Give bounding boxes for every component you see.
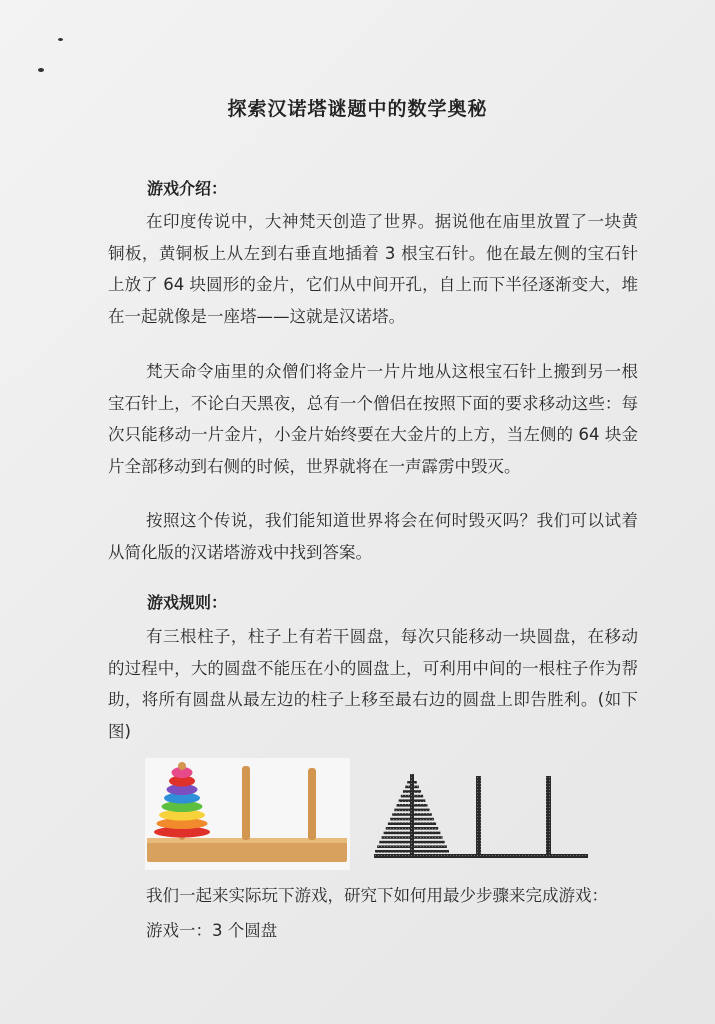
diagram-disk xyxy=(397,804,428,807)
play-line: 我们一起来实际玩下游戏，研究下如何用最少步骤来完成游戏： xyxy=(146,886,608,905)
diagram-disk xyxy=(377,845,447,848)
diagram-disk xyxy=(403,790,421,793)
diagram-disk xyxy=(379,841,444,844)
intro-paragraph-2: 梵天命令庙里的众僧们将金片一片片地从这根宝石针上搬到另一根宝石针上，不论白天黑夜，总有一个僧侣在按照下面的要求移动这些：每次只能移动一片金片，小金片始终要在大金片的上方，当左侧的 64 块金片全部移动到右侧的时候，世界就将在一声霹雳中毁灭。 xyxy=(108,362,638,476)
diagram-disk xyxy=(390,818,434,821)
intro-heading: 游戏介绍： xyxy=(147,179,228,198)
paper-speck xyxy=(38,68,44,72)
diagram-disk xyxy=(405,786,419,789)
diagram-disk xyxy=(401,795,423,798)
diagram-disk xyxy=(384,832,441,835)
diagram-peg xyxy=(476,776,481,856)
game-one-label: 游戏一：3 个圆盘 xyxy=(146,921,278,940)
diagram-disk xyxy=(375,850,449,853)
intro-paragraph-3: 按照这个传说，我们能知道世界将会在何时毁灭吗？我们可以试着从简化版的汉诺塔游戏中找到答案。 xyxy=(108,511,638,562)
diagram-disk xyxy=(399,799,426,802)
diagram-disk xyxy=(381,836,442,839)
paper-speck xyxy=(58,38,63,41)
hanoi-diagram xyxy=(374,770,592,866)
wooden-peg xyxy=(242,766,250,840)
wooden-peg xyxy=(308,768,316,840)
diagram-disk xyxy=(388,822,436,825)
diagram-peg xyxy=(546,776,551,856)
rules-heading: 游戏规则： xyxy=(147,593,228,612)
rules-paragraph: 有三根柱子，柱子上有若干圆盘，每次只能移动一块圆盘，在移动的过程中，大的圆盘不能压在小的圆盘上，可利用中间的一根柱子作为帮助，将所有圆盘从最左边的柱子上移至最右边的圆盘上即告胜利。(如下图) xyxy=(108,627,638,741)
page-title: 探索汉诺塔谜题中的数学奥秘 xyxy=(227,98,488,120)
diagram-disk xyxy=(394,809,429,812)
diagram-disk xyxy=(386,827,439,830)
intro-paragraph-1: 在印度传说中，大神梵天创造了世界。据说他在庙里放置了一块黄铜板，黄铜板上从左到右垂直地插着 3 根宝石针。他在最左侧的宝石针上放了 64 块圆形的金片，它们从中间开孔，自上而下半径逐渐变大，堆在一起就像是一座塔——这就是汉诺塔。 xyxy=(108,212,638,326)
diagram-disk xyxy=(407,781,417,784)
diagram-disk xyxy=(392,813,432,816)
hanoi-toy-illustration xyxy=(145,758,350,870)
hanoi-toy-photo xyxy=(145,758,350,870)
hanoi-diagram-svg xyxy=(374,770,592,866)
peg-knob xyxy=(178,762,186,770)
